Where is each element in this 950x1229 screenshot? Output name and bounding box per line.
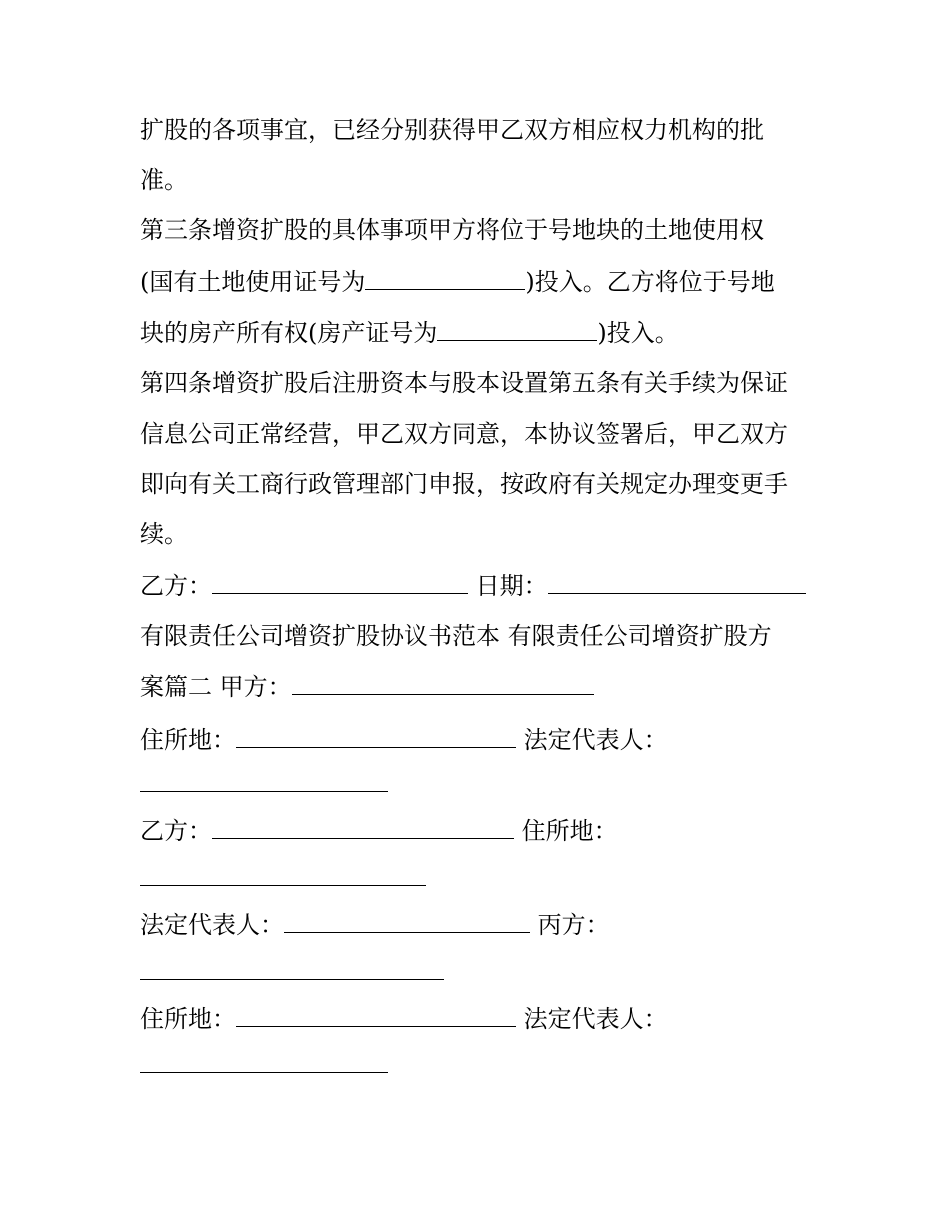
text: 第四条增资扩股后注册资本与股本设置第五条有关手续为保证	[140, 369, 788, 397]
party-c-label: 丙方：	[537, 911, 610, 939]
text: (国有土地使用证号为	[140, 268, 366, 296]
address-blank[interactable]	[236, 1006, 516, 1027]
legal-rep-blank[interactable]	[140, 791, 388, 792]
legal-rep-blank[interactable]	[140, 1072, 388, 1073]
text: 有限责任公司增资扩股协议书范本 有限责任公司增资扩股方	[140, 622, 772, 650]
address-label: 住所地：	[140, 726, 236, 754]
paragraph-line	[140, 115, 820, 145]
party-a-label: 案篇二 甲方：	[140, 673, 292, 701]
paragraph-line	[140, 165, 820, 195]
text: 第三条增资扩股的具体事项甲方将位于号地块的土地使用权	[140, 216, 764, 244]
date-label: 日期：	[475, 572, 548, 600]
address-label: 住所地：	[140, 1005, 236, 1033]
land-certificate-line	[140, 267, 820, 297]
party-b-blank[interactable]	[212, 573, 468, 594]
address-label: 住所地：	[521, 817, 618, 845]
party-a-blank[interactable]	[292, 674, 594, 695]
party-b-blank[interactable]	[212, 818, 514, 839]
section-title-line	[140, 621, 820, 651]
property-certificate-line	[140, 318, 820, 348]
text: )投入。乙方将位于号地	[525, 268, 775, 296]
legal-rep-label: 法定代表人：	[140, 911, 284, 939]
text: 扩股的各项事宜，已经分别获得甲乙双方相应权力机构的批	[140, 116, 764, 144]
paragraph-line	[140, 419, 820, 449]
party-b-label: 乙方：	[140, 817, 212, 845]
address-line-2	[140, 1004, 820, 1034]
text: 信息公司正常经营，甲乙双方同意，本协议签署后，甲乙双方	[140, 420, 788, 448]
legal-rep-label: 法定代表人：	[523, 726, 668, 754]
party-b-line	[140, 816, 820, 846]
text: 块的房产所有权(房产证号为	[140, 319, 438, 347]
signature-line	[140, 571, 820, 601]
article-four-line	[140, 368, 820, 398]
property-certificate-blank[interactable]	[437, 320, 597, 341]
legal-rep-line	[140, 910, 820, 940]
party-b-label: 乙方：	[140, 572, 212, 600]
article-three-line	[140, 215, 820, 245]
land-certificate-blank[interactable]	[365, 269, 525, 290]
text: 准。	[140, 166, 188, 194]
address-blank[interactable]	[236, 727, 516, 748]
text: 续。	[140, 520, 188, 548]
paragraph-line	[140, 519, 820, 549]
party-c-blank[interactable]	[140, 979, 444, 980]
legal-rep-label: 法定代表人：	[523, 1005, 668, 1033]
paragraph-line	[140, 469, 820, 499]
legal-rep-blank[interactable]	[284, 912, 530, 933]
date-blank[interactable]	[548, 573, 806, 594]
address-blank[interactable]	[140, 885, 426, 886]
address-line-1	[140, 725, 820, 755]
text: 即向有关工商行政管理部门申报，按政府有关规定办理变更手	[140, 470, 788, 498]
party-a-line	[140, 672, 820, 702]
text: )投入。	[597, 319, 679, 347]
